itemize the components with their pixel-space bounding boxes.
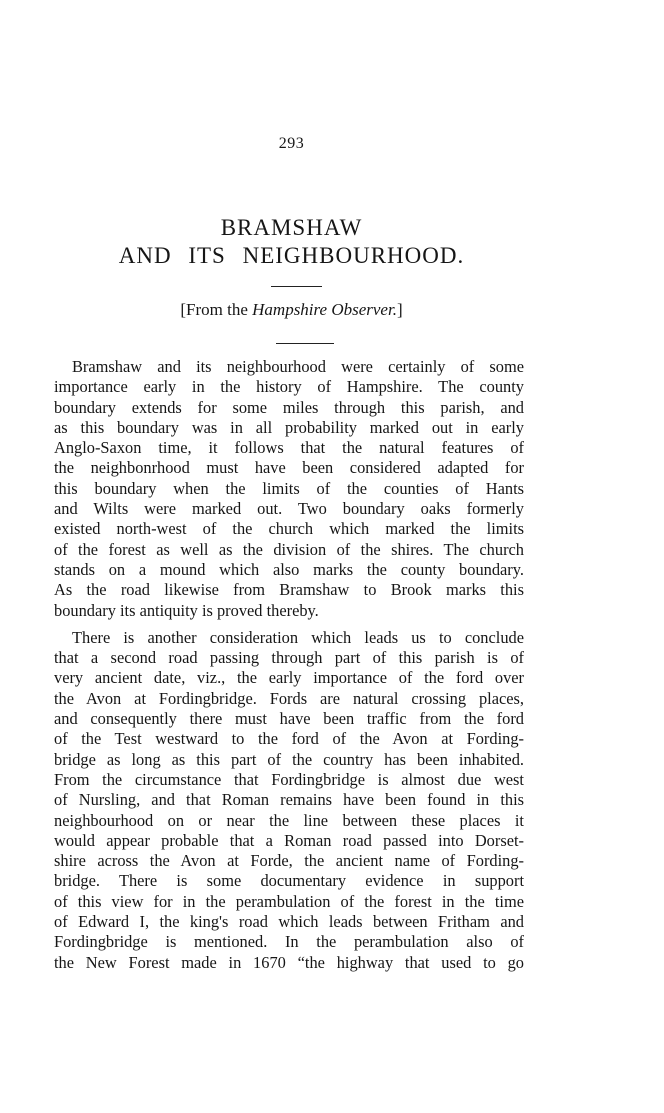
text-line: and Wilts were marked out. Two boundary oaks formerly (54, 499, 524, 519)
source-divider (276, 343, 334, 344)
text-line: and consequently there must have been traffic from the ford (54, 709, 524, 729)
text-line: as this boundary was in all probability marked out in early (54, 417, 524, 437)
text-line: the New Forest made in 1670 “the highway that used to go (54, 952, 524, 972)
text-line: boundary its antiquity is proved thereby. (54, 600, 319, 620)
text-line: bridge as long as this part of the country has been inhabited. (54, 749, 524, 769)
source-publication: Hampshire Observer. (252, 300, 397, 319)
text-line: bridge. There is some documentary evidence in support (54, 871, 524, 891)
text-line: As the road likewise from Bramshaw to Brook marks this (54, 580, 524, 600)
page-number: 293 (278, 135, 305, 152)
source-prefix: [From the (180, 300, 253, 319)
text-line: Anglo-Saxon time, it follows that the natural features of (54, 438, 524, 458)
article-body (54, 357, 524, 973)
text-line: very ancient date, viz., the early importance of the ford over (54, 668, 524, 688)
text-line: boundary extends for some miles through this parish, and (54, 397, 524, 417)
text-line: of Nursling, and that Roman remains have been found in this (54, 790, 524, 810)
text-line: that a second road passing through part of this parish is of (54, 648, 524, 668)
article-title-line-2: AND ITS NEIGHBOURHOOD. (118, 243, 465, 268)
text-line: There is another consideration which leads us to conclude (72, 627, 524, 647)
text-line: of the forest as well as the division of the shires. The church (54, 539, 524, 559)
paragraph-1 (54, 357, 524, 621)
text-line: From the circumstance that Fordingbridge is almost due west (54, 769, 524, 789)
text-line: of Edward I, the king's road which leads between Fritham and (54, 912, 524, 932)
text-line: neighbourhood on or near the line between these places it (54, 810, 524, 830)
paragraph-gap (54, 621, 524, 628)
text-line: shire across the Avon at Forde, the ancient name of Fording- (54, 851, 524, 871)
text-line: stands on a mound which also marks the county boundary. (54, 559, 524, 579)
text-line: existed north-west of the church which marked the limits (54, 519, 524, 539)
text-line: importance early in the history of Hampshire. The county (54, 377, 524, 397)
paragraph-2 (54, 628, 524, 973)
source-attribution (0, 300, 583, 320)
source-suffix: ] (396, 300, 403, 319)
text-line: of this view for in the perambulation of the forest in the time (54, 891, 524, 911)
article-title-line-1: BRAMSHAW (220, 215, 363, 240)
text-line: Bramshaw and its neighbourhood were certainly of some (72, 357, 524, 376)
text-line: Fordingbridge is mentioned. In the perambulation also of (54, 932, 524, 952)
text-line: the Avon at Fordingbridge. Fords are natural crossing places, (54, 688, 524, 708)
text-line: this boundary when the limits of the counties of Hants (54, 478, 524, 498)
text-line: the neighbonrhood must have been considered adapted for (54, 458, 524, 478)
title-divider (271, 286, 322, 287)
text-line: would appear probable that a Roman road passed into Dorset- (54, 830, 524, 850)
text-line: of the Test westward to the ford of the Avon at Fording- (54, 729, 524, 749)
